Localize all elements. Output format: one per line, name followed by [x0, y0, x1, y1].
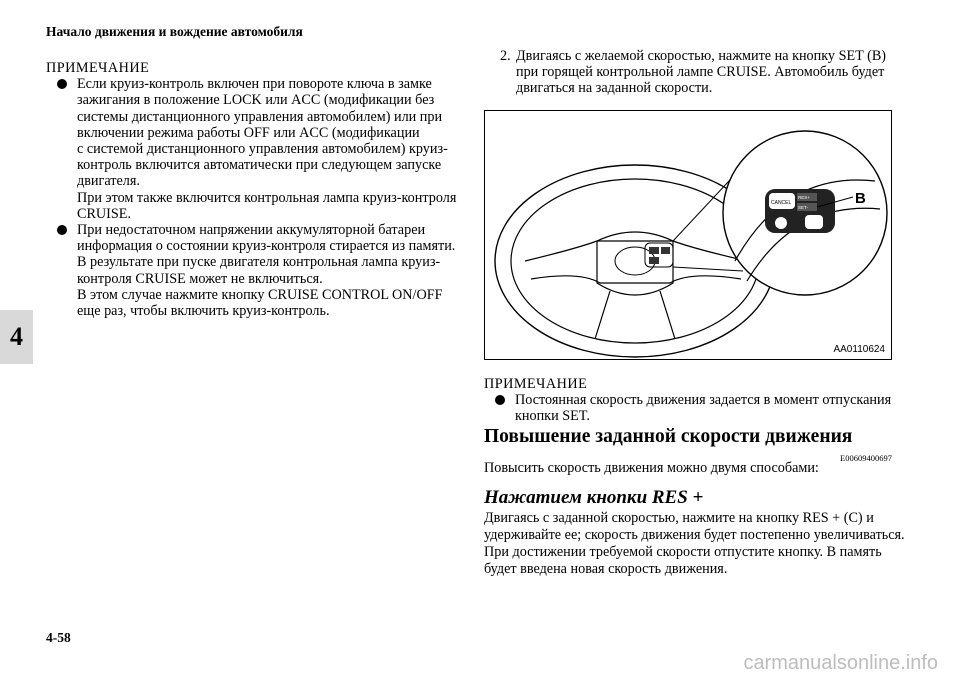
note-bullet-2 — [46, 222, 466, 319]
chapter-tab — [0, 310, 33, 364]
steering-wheel-figure — [484, 110, 892, 360]
note-line: системы дистанционного управления автомобилем) или при — [77, 108, 443, 125]
page-number: 4-58 — [46, 630, 71, 645]
note-2-title: ПРИМЕЧАНИЕ — [484, 376, 588, 392]
step-line: при горящей контрольной лампе CRUISE. Автомобиль будет — [516, 64, 885, 81]
note-bullet-1 — [46, 76, 466, 222]
steering-wheel-illustration — [485, 111, 891, 359]
step-line: двигаться на заданной скорости. — [516, 80, 713, 97]
subsection-line: Двигаясь с заданной скоростью, нажмите на кнопку RES + (C) и — [484, 510, 874, 526]
note-2 — [484, 376, 914, 425]
cancel-button-label: CANCEL — [771, 200, 792, 206]
set-button-label: SET- — [798, 205, 809, 210]
note-line: CRUISE. — [77, 205, 131, 222]
note-line: В этом случае нажмите кнопку CRUISE CONTROL ON/OFF — [77, 286, 443, 303]
right-column-step — [484, 48, 924, 97]
note-line: При этом также включится контрольная лампа круиз-контроля — [77, 189, 457, 206]
note-line: информация о состоянии круиз-контроля стирается из памяти. — [77, 238, 456, 255]
note-line: При недостаточном напряжении аккумуляторной батареи — [77, 222, 426, 239]
section-title: Повышение заданной скорости движения — [484, 426, 853, 447]
label-b: B — [855, 190, 866, 207]
subsection-text — [484, 510, 914, 578]
note-line: Постоянная скорость движения задается в момент отпускания — [515, 392, 892, 409]
res-button-label: RES+ — [798, 195, 810, 200]
left-column — [46, 60, 466, 319]
subsection-title: Нажатием кнопки RES + — [484, 487, 704, 508]
step-number: 2. — [500, 48, 511, 64]
note-line: контроль включится автоматически при следующем запуске — [77, 157, 442, 174]
note-2-bullet — [484, 392, 914, 424]
bullet-dot-icon — [495, 395, 505, 405]
figure-code: AA0110624 — [833, 344, 885, 355]
subsection-line: будет введена новая скорость движения. — [484, 561, 728, 577]
subsection-line: При достижении требуемой скорости отпустите кнопку. В память — [484, 544, 882, 560]
note-line: еще раз, чтобы включить круиз-контроль. — [77, 303, 330, 320]
note-line: зажигания в положение LOCK или ACC (модификации без — [77, 92, 435, 109]
step-2 — [484, 48, 924, 97]
note-line: кнопки SET. — [515, 408, 590, 425]
note-line: контроля CRUISE может не включиться. — [77, 270, 323, 287]
section-intro: Повысить скорость движения можно двумя способами: — [484, 460, 819, 476]
note-line: двигателя. — [77, 173, 140, 190]
note-line: В результате при пуске двигателя контрольная лампа круиз- — [77, 254, 441, 271]
watermark: carmanualsonline.info — [743, 652, 938, 674]
chapter-number: 4 — [10, 322, 23, 351]
note-line: Если круиз-контроль включен при повороте ключа в замке — [77, 76, 432, 93]
step-line: Двигаясь с желаемой скоростью, нажмите на кнопку SET (B) — [516, 48, 887, 64]
subsection-line: удерживайте ее; скорость движения будет постепенно увеличиваться. — [484, 527, 905, 543]
section-code: E00609400697 — [840, 453, 892, 463]
note-line: включении режима работы OFF или ACC (модификации — [77, 124, 420, 141]
bullet-dot-icon — [57, 225, 67, 235]
note-line: с системой дистанционного управления автомобилем) круиз- — [77, 141, 448, 158]
note-title: ПРИМЕЧАНИЕ — [46, 60, 150, 76]
bullet-dot-icon — [57, 79, 67, 89]
page-header: Начало движения и вождение автомобиля — [46, 24, 303, 39]
